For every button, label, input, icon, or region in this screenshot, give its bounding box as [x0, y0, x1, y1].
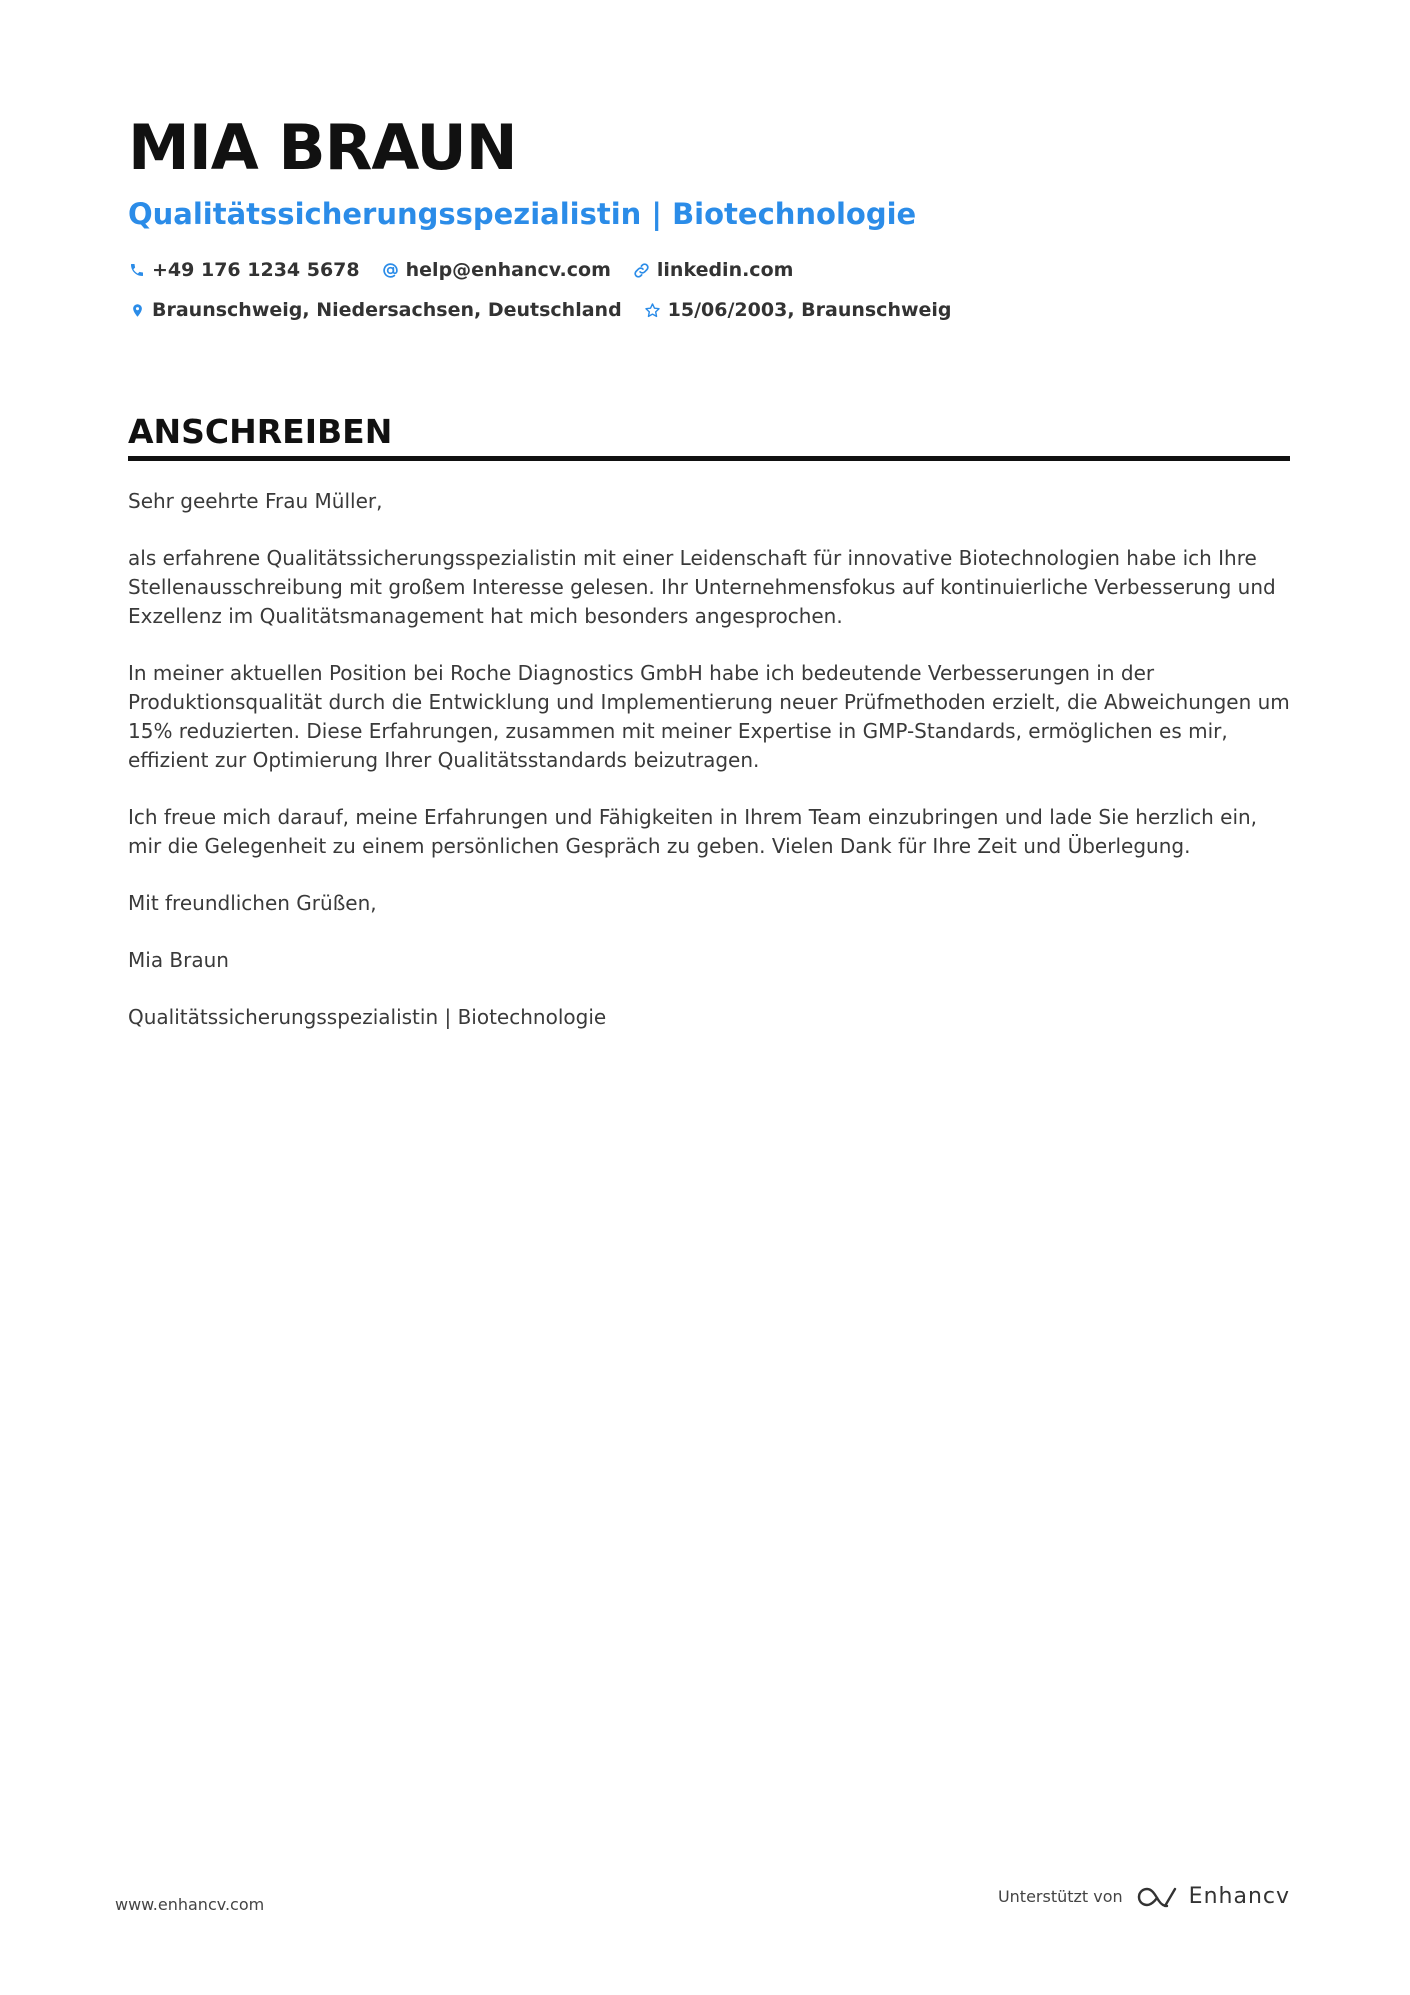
letter-salutation: Sehr geehrte Frau Müller, — [128, 489, 383, 513]
enhancv-logo-icon — [1135, 1884, 1181, 1910]
section-title: ANSCHREIBEN — [128, 412, 393, 451]
contact-birth-text: 15/06/2003, Braunschweig — [667, 299, 952, 321]
candidate-headline: Qualitätssicherungsspezialistin | Biotechnologie — [128, 197, 917, 231]
letter-signature-title: Qualitätssicherungsspezialistin | Biotechnologie — [128, 1005, 607, 1029]
letter-paragraph: Ich freue mich darauf, meine Erfahrungen und Fähigkeiten in Ihrem Team einzubringen und lade Sie herzlich ein, mir die Gelegenheit zu einem persönlichen Gespräch zu geben. Vielen Dank für Ihre Zeit und Überlegung. — [128, 805, 1258, 858]
phone-icon — [128, 261, 146, 279]
letter-paragraph: In meiner aktuellen Position bei Roche Diagnostics GmbH habe ich bedeutende Verbesserungen in der Produktionsqualität durch die Entwicklung und Implementierung neuer Prüfmethoden erzielt, die Abweichungen um 15% reduzierten. Diese Erfahrungen, zusammen mit meiner Expertise in GMP-Standards, ermöglichen es mir, effizient zur Optimierung Ihrer Qualitätsstandards beizutragen. — [128, 661, 1290, 772]
letter-signature-name: Mia Braun — [128, 948, 229, 972]
brand-name: Enhancv — [1188, 1884, 1290, 1909]
contact-phone — [128, 256, 360, 284]
powered-by-label: Unterstützt von — [997, 1887, 1123, 1906]
letter-paragraph: als erfahrene Qualitätssicherungsspezialistin mit einer Leidenschaft für innovative Biotechnologien habe ich Ihre Stellenausschreibung mit großem Interesse gelesen. Ihr Unternehmensfokus auf kontinuierliche Verbesserung und Exzellenz im Qualitätsmanagement hat mich besonders angesprochen. — [128, 546, 1276, 628]
contact-email-text[interactable]: help@enhancv.com — [405, 259, 611, 281]
at-icon — [382, 261, 400, 279]
contact-location-text: Braunschweig, Niedersachsen, Deutschland — [152, 299, 622, 321]
contact-email[interactable] — [382, 256, 611, 284]
contact-linkedin[interactable] — [633, 256, 794, 284]
resume-page — [128, 112, 1290, 1060]
candidate-name: MIA BRAUN — [128, 111, 517, 184]
contact-list — [128, 256, 1290, 324]
section-divider — [128, 456, 1290, 461]
cover-letter-body — [128, 487, 1290, 1032]
letter-closing: Mit freundlichen Grüßen, — [128, 891, 377, 915]
link-icon — [633, 261, 651, 279]
contact-location — [128, 296, 622, 324]
footer-website[interactable]: www.enhancv.com — [115, 1895, 265, 1914]
contact-phone-text: +49 176 1234 5678 — [152, 259, 360, 281]
contact-linkedin-text[interactable]: linkedin.com — [656, 259, 794, 281]
star-icon — [644, 301, 662, 319]
footer-branding — [998, 1882, 1290, 1912]
location-pin-icon — [128, 301, 146, 319]
contact-birth — [644, 296, 952, 324]
